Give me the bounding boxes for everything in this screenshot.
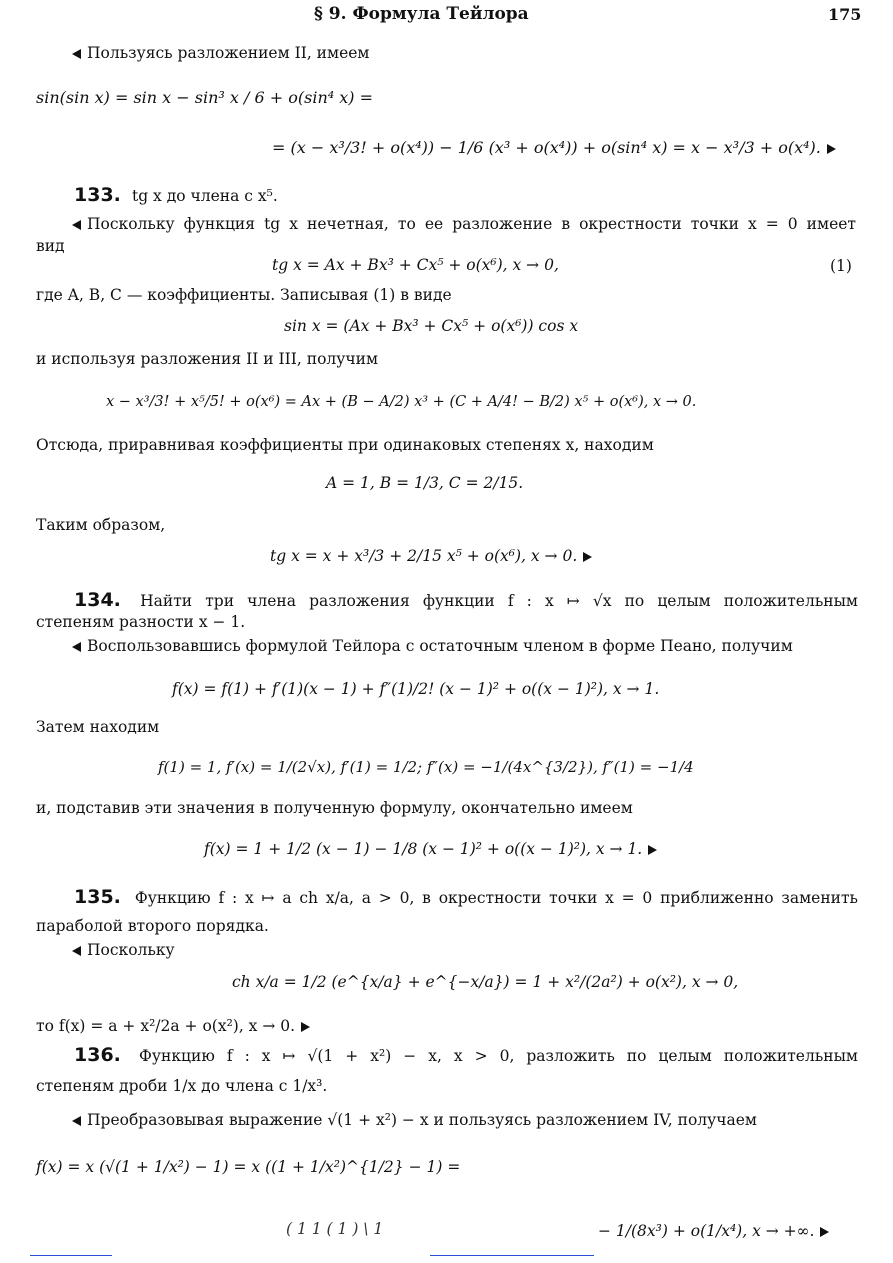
problem-text: Функцию f : x ↦ √(1 + x²) − x, x > 0, разложить по целым положительным — [139, 1047, 858, 1065]
formula-sqrt-transform: f(x) = x (√(1 + 1/x²) − 1) = x ((1 + 1/x²)^{1/2} − 1) = — [36, 1158, 461, 1176]
formula-abc-values: A = 1, B = 1/3, C = 2/15. — [326, 474, 524, 492]
proof-start-marker-icon — [72, 642, 81, 652]
formula-derivatives: f(1) = 1, f′(x) = 1/(2√x), f′(1) = 1/2; f″(x) = −1/(4x^{3/2}), f″(1) = −1/4 — [158, 758, 694, 776]
proof-end-marker-icon — [648, 845, 657, 855]
formula-coefficients: x − x³/3! + x⁵/5! + o(x⁶) = Ax + (B − A/2) x³ + (C + A/4! − B/2) x⁵ + o(x⁶), x → 0. — [106, 394, 697, 410]
proof-line — [72, 1110, 757, 1130]
link-underline[interactable] — [430, 1255, 594, 1256]
page-number: 175 — [828, 5, 862, 24]
formula-sin-sin-continued — [272, 138, 836, 157]
formula-sin-sin: sin(sin x) = sin x − sin³ x / 6 + o(sin⁴ x) = — [36, 88, 373, 107]
proof-end-marker-icon — [827, 144, 836, 154]
proof-start-line — [72, 43, 369, 63]
text-line: вид — [36, 237, 65, 255]
proof-start-marker-icon — [72, 220, 81, 230]
formula-text: f(x) = 1 + 1/2 (x − 1) − 1/8 (x − 1)² + o((x − 1)²), x → 1. — [204, 840, 643, 858]
problem-number: 134. — [74, 589, 121, 611]
equation-tag: (1) — [830, 257, 852, 275]
running-header: § 9. Формула Тейлора — [314, 4, 529, 24]
proof-start-marker-icon — [72, 946, 81, 956]
formula-partial-cropped: ( 1 1 ( 1 ) \ 1 — [286, 1220, 384, 1238]
text-line: степеням дроби 1/x до члена с 1/x³. — [36, 1077, 328, 1095]
text-line: Преобразовывая выражение √(1 + x²) − x и пользуясь разложением IV, получаем — [87, 1111, 757, 1129]
problem-135-heading — [74, 886, 858, 908]
proof-end-marker-icon — [820, 1227, 829, 1237]
problem-text: Найти три члена разложения функции f : x ↦ √x по целым положительным — [140, 592, 858, 610]
proof-line — [72, 636, 793, 656]
text-line: Таким образом, — [36, 516, 166, 534]
formula-sqrt-result — [204, 840, 657, 858]
link-underline[interactable] — [30, 1255, 112, 1256]
proof-line — [36, 1016, 310, 1036]
proof-end-marker-icon — [583, 552, 592, 562]
problem-text: Функцию f : x ↦ a ch x/a, a > 0, в окрестности точки x = 0 приближенно заменить — [134, 889, 858, 907]
problem-number: 133. — [74, 184, 121, 206]
formula-tg-result — [270, 547, 592, 565]
proof-start-marker-icon — [72, 1116, 81, 1126]
problem-text: tg x до члена с x⁵. — [131, 187, 278, 205]
text-line: степеням разности x − 1. — [36, 613, 246, 631]
formula-text: = (x − x³/3! + o(x⁴)) − 1/6 (x³ + o(x⁴)) + o(sin⁴ x) = x − x³/3 + o(x⁴). — [272, 138, 821, 157]
formula-text: − 1/(8x³) + o(1/x⁴), x → +∞. — [598, 1222, 815, 1240]
text-line: то f(x) = a + x²/2a + o(x²), x → 0. — [36, 1017, 296, 1035]
formula-sqrt-final — [598, 1222, 829, 1240]
proof-end-marker-icon — [301, 1022, 310, 1032]
text-line: Воспользовавшись формулой Тейлора с остаточным членом в форме Пеано, получим — [87, 637, 793, 655]
text-line: Поскольку — [87, 941, 175, 959]
formula-tg-expansion: tg x = Ax + Bx³ + Cx⁵ + o(x⁶), x → 0, — [272, 256, 559, 274]
text-line: Отсюда, приравнивая коэффициенты при одинаковых степенях x, находим — [36, 436, 654, 454]
text-line: и, подставив эти значения в полученную формулу, окончательно имеем — [36, 799, 633, 817]
formula-ch-expansion: ch x/a = 1/2 (e^{x/a} + e^{−x/a}) = 1 + x²/(2a²) + o(x²), x → 0, — [232, 973, 739, 991]
proof-line — [72, 940, 175, 960]
problem-number: 135. — [74, 886, 121, 908]
proof-start-marker-icon — [72, 49, 81, 59]
formula-taylor-peano: f(x) = f(1) + f′(1)(x − 1) + f″(1)/2! (x − 1)² + o((x − 1)²), x → 1. — [172, 680, 660, 698]
text-line: Затем находим — [36, 718, 160, 736]
problem-134-heading — [74, 589, 858, 611]
text-line: и используя разложения II и III, получим — [36, 350, 379, 368]
text-line: где A, B, C — коэффициенты. Записывая (1) в виде — [36, 286, 452, 304]
proof-line — [72, 214, 856, 234]
formula-text: tg x = x + x³/3 + 2/15 x⁵ + o(x⁶), x → 0. — [270, 547, 578, 565]
problem-number: 136. — [74, 1044, 121, 1066]
problem-136-heading — [74, 1044, 858, 1066]
problem-133-heading — [74, 184, 278, 206]
formula-sin-cos: sin x = (Ax + Bx³ + Cx⁵ + o(x⁶)) cos x — [284, 317, 579, 335]
text-line: Поскольку функция tg x нечетная, то ее разложение в окрестности точки x = 0 имеет — [87, 215, 856, 233]
text-line: параболой второго порядка. — [36, 917, 269, 935]
text-line: Пользуясь разложением II, имеем — [87, 44, 370, 62]
